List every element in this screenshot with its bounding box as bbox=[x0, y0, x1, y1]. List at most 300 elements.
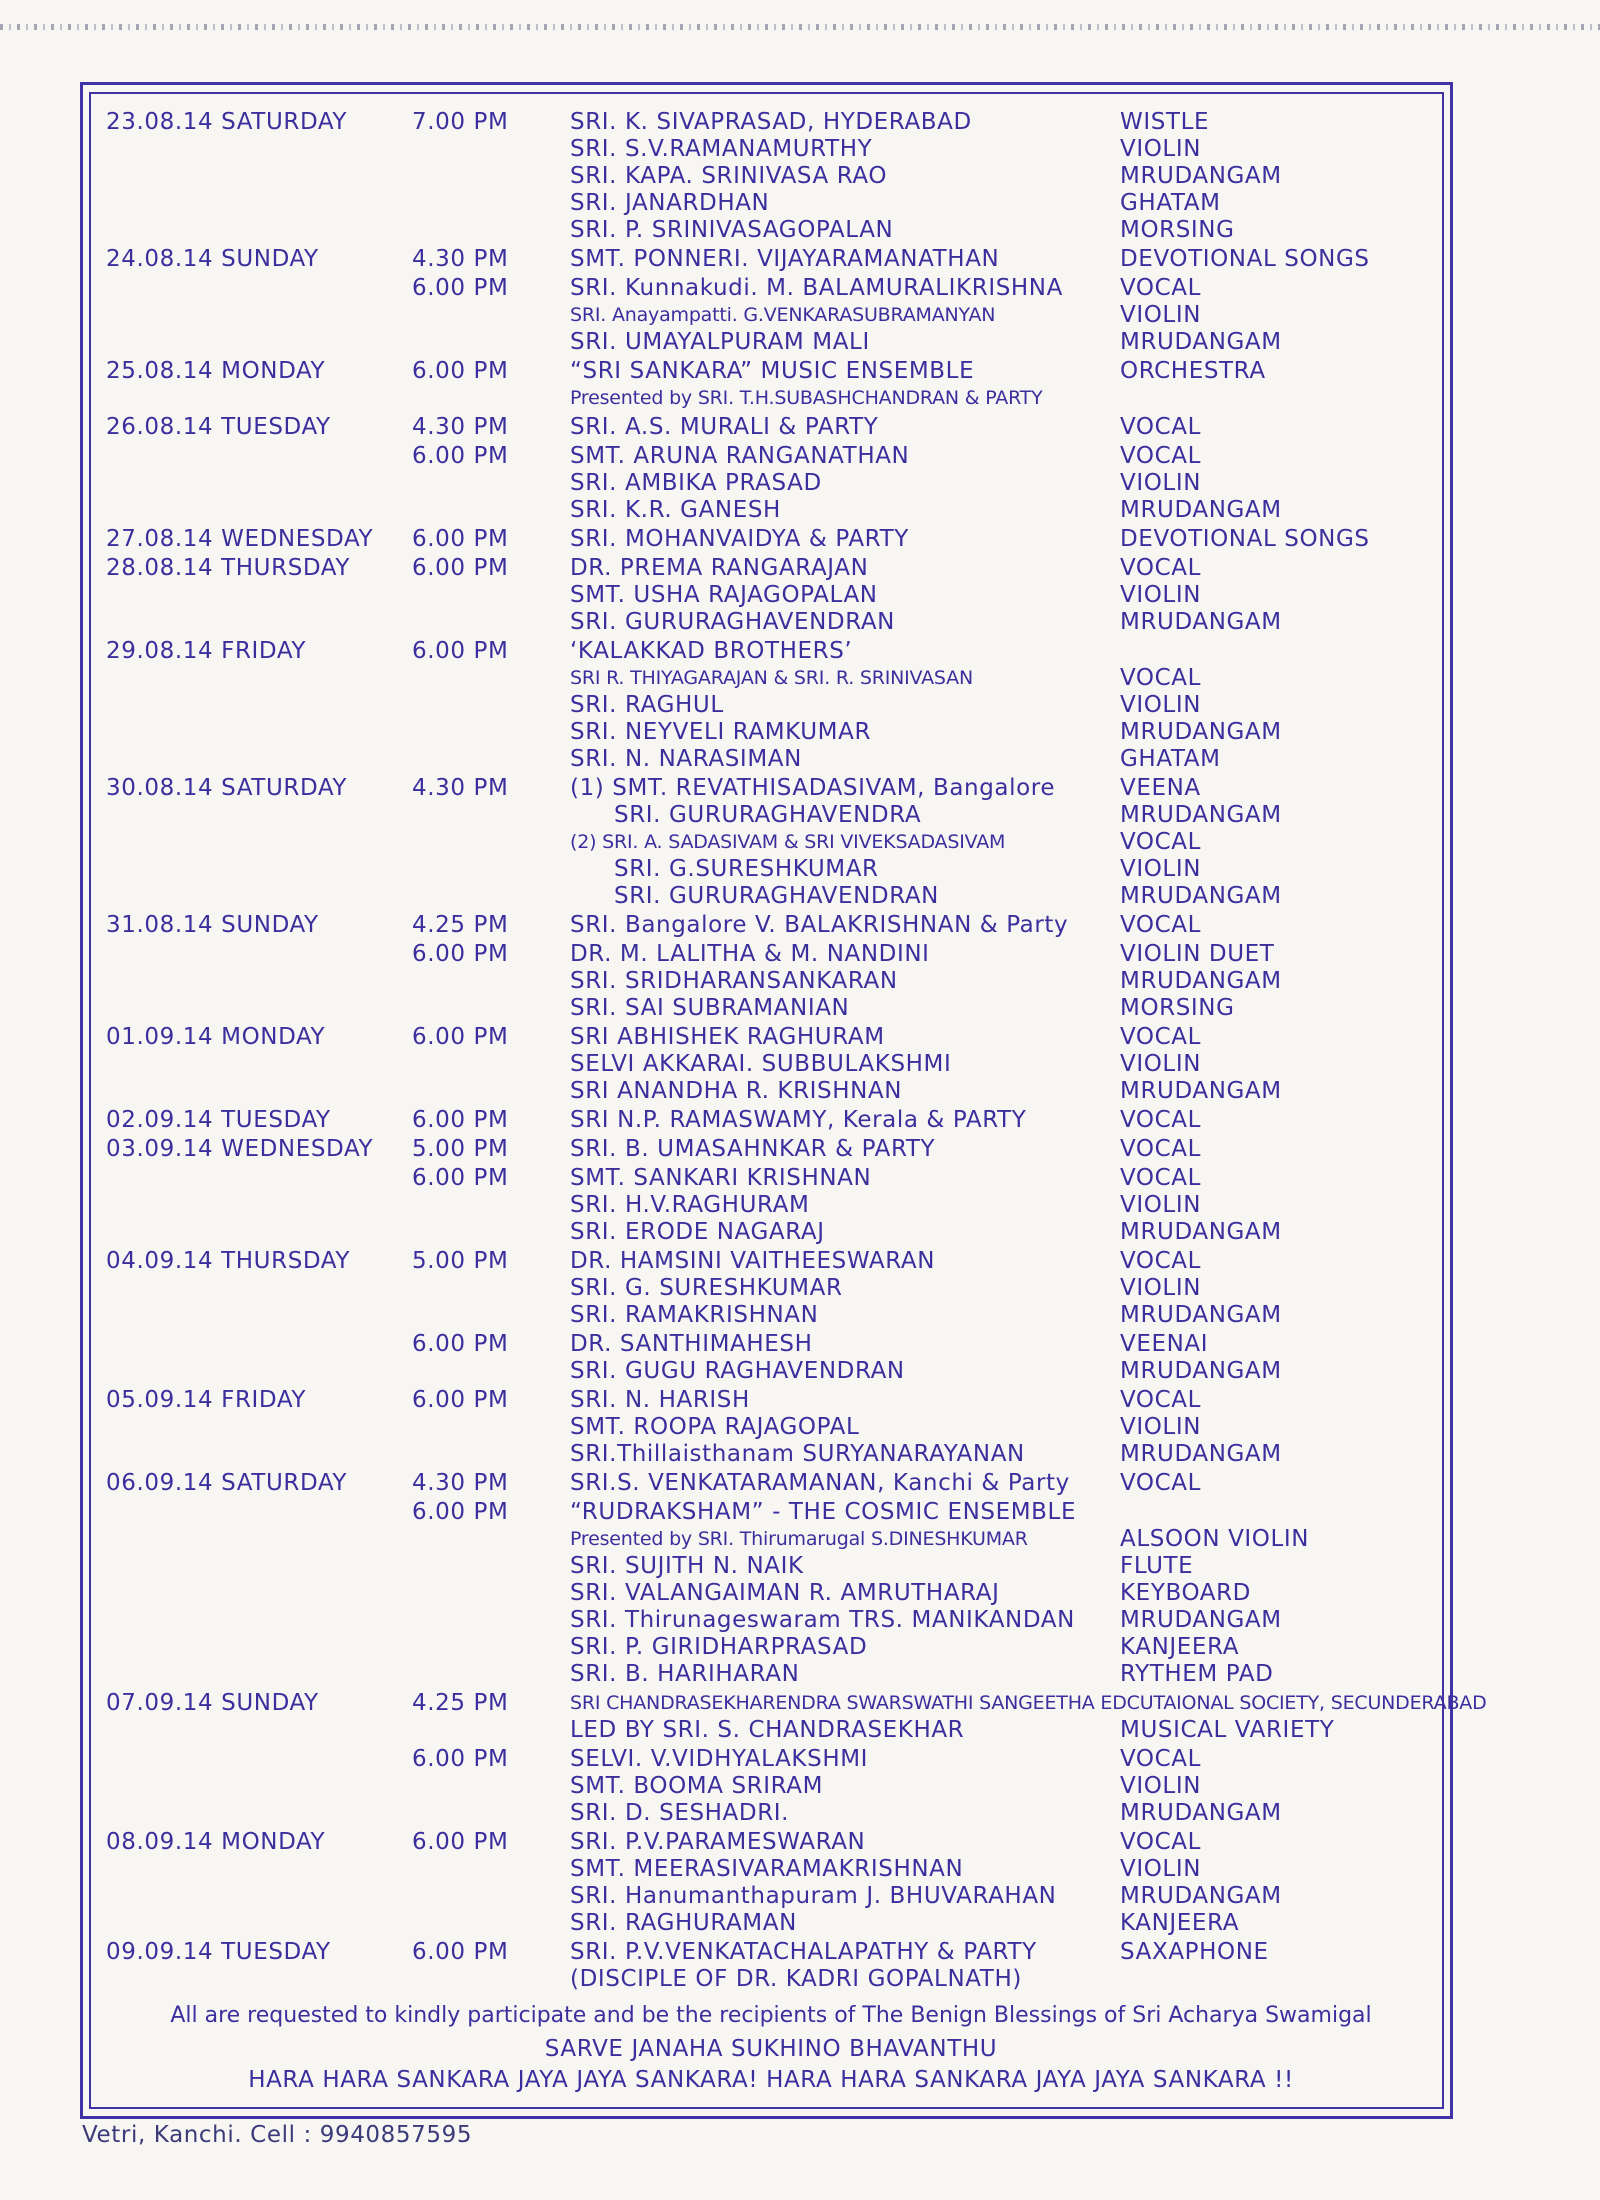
performer-list bbox=[570, 912, 1446, 939]
performer-name: SMT. PONNERI. VIJAYARAMANATHAN bbox=[570, 246, 1000, 272]
slot-time: 7.00 PM bbox=[412, 109, 509, 135]
time-slot bbox=[412, 555, 1446, 636]
performer-name: DR. PREMA RANGARAJAN bbox=[570, 555, 869, 581]
time-slot bbox=[412, 443, 1446, 524]
performer-name: “RUDRAKSHAM” - THE COSMIC ENSEMBLE bbox=[570, 1499, 1077, 1525]
schedule-day bbox=[96, 912, 1446, 1022]
performer-list bbox=[570, 638, 1446, 773]
day-date: 29.08.14 FRIDAY bbox=[106, 638, 307, 664]
schedule-day bbox=[96, 1024, 1446, 1105]
performer-name: SRI. A.S. MURALI & PARTY bbox=[570, 414, 879, 440]
performer-row bbox=[570, 1414, 1446, 1441]
top-scan-line bbox=[0, 24, 1600, 30]
performer-name: SRI. Kunnakudi. M. BALAMURALIKRISHNA bbox=[570, 275, 1063, 301]
performer-row bbox=[570, 497, 1446, 524]
performer-instrument: VIOLIN bbox=[1120, 1192, 1202, 1218]
performer-list bbox=[570, 1024, 1446, 1105]
performer-row bbox=[570, 1746, 1446, 1773]
performer-name: SMT. USHA RAJAGOPALAN bbox=[570, 582, 878, 608]
performer-row bbox=[570, 1024, 1446, 1051]
performer-row bbox=[570, 1441, 1446, 1468]
performer-row bbox=[570, 246, 1446, 273]
performer-row bbox=[570, 582, 1446, 609]
performer-row bbox=[570, 1800, 1446, 1827]
day-date: 08.09.14 MONDAY bbox=[106, 1829, 326, 1855]
day-date: 07.09.14 SUNDAY bbox=[106, 1690, 319, 1716]
performer-row bbox=[570, 1829, 1446, 1856]
performer-row bbox=[570, 1856, 1446, 1883]
schedule-day bbox=[96, 775, 1446, 910]
performer-list bbox=[570, 443, 1446, 524]
performer-name: SRI. K.R. GANESH bbox=[570, 497, 781, 523]
performer-row bbox=[570, 775, 1446, 802]
performer-row bbox=[570, 1387, 1446, 1414]
performer-instrument: KEYBOARD bbox=[1120, 1580, 1251, 1606]
performer-list bbox=[570, 1248, 1446, 1329]
performer-name: SRI. RAGHUL bbox=[570, 692, 724, 718]
performer-instrument: WISTLE bbox=[1120, 109, 1210, 135]
performer-list bbox=[570, 1746, 1446, 1827]
performer-name: SRI. GURURAGHAVENDRAN bbox=[614, 883, 939, 909]
performer-instrument: VIOLIN bbox=[1120, 302, 1202, 328]
time-slot bbox=[412, 526, 1446, 553]
performer-name: SRI. KAPA. SRINIVASA RAO bbox=[570, 163, 888, 189]
performer-row bbox=[570, 692, 1446, 719]
performer-name: SRI. SRIDHARANSANKARAN bbox=[570, 968, 898, 994]
time-slot bbox=[412, 775, 1446, 910]
performer-row bbox=[570, 385, 1446, 412]
performer-row bbox=[570, 609, 1446, 636]
performer-name: LED BY SRI. S. CHANDRASEKHAR bbox=[570, 1717, 965, 1743]
day-slots bbox=[412, 1107, 1446, 1134]
performer-name: SRI.S. VENKATARAMANAN, Kanchi & Party bbox=[570, 1470, 1070, 1496]
performer-row bbox=[570, 190, 1446, 217]
performer-instrument: MRUDANGAM bbox=[1120, 802, 1282, 828]
performer-name: SMT. BOOMA SRIRAM bbox=[570, 1773, 824, 1799]
performer-row bbox=[570, 1248, 1446, 1275]
performer-list bbox=[570, 1165, 1446, 1246]
schedule-day bbox=[96, 109, 1446, 244]
performer-row bbox=[570, 526, 1446, 553]
performer-row bbox=[570, 302, 1446, 329]
day-date: 27.08.14 WEDNESDAY bbox=[106, 526, 374, 552]
performer-name: (1) SMT. REVATHISADASIVAM, Bangalore bbox=[570, 775, 1056, 801]
slot-time: 6.00 PM bbox=[412, 1165, 509, 1191]
time-slot bbox=[412, 414, 1446, 441]
day-slots bbox=[412, 1470, 1446, 1688]
performer-row bbox=[570, 414, 1446, 441]
performer-instrument: VEENAI bbox=[1120, 1331, 1209, 1357]
schedule-day bbox=[96, 246, 1446, 356]
performer-instrument: VIOLIN bbox=[1120, 1275, 1202, 1301]
performer-name: SRI R. THIYAGARAJAN & SRI. R. SRINIVASAN bbox=[570, 667, 973, 689]
performer-row bbox=[570, 968, 1446, 995]
schedule-day bbox=[96, 1387, 1446, 1468]
performer-name: SRI. GURURAGHAVENDRAN bbox=[570, 609, 895, 635]
performer-row bbox=[570, 1219, 1446, 1246]
performer-list bbox=[570, 941, 1446, 1022]
performer-instrument: VIOLIN DUET bbox=[1120, 941, 1275, 967]
time-slot bbox=[412, 1107, 1446, 1134]
performer-name: SRI. AMBIKA PRASAD bbox=[570, 470, 822, 496]
concert-schedule bbox=[96, 109, 1487, 1993]
performer-row bbox=[570, 802, 1446, 829]
performer-name: (2) SRI. A. SADASIVAM & SRI VIVEKSADASIVAM bbox=[570, 831, 1006, 853]
slot-time: 6.00 PM bbox=[412, 1939, 509, 1965]
schedule-day bbox=[96, 358, 1446, 412]
slot-time: 6.00 PM bbox=[412, 1746, 509, 1772]
slot-time: 4.30 PM bbox=[412, 775, 509, 801]
performer-row bbox=[570, 1078, 1446, 1105]
performer-instrument: VIOLIN bbox=[1120, 1051, 1202, 1077]
performer-row bbox=[570, 1883, 1446, 1910]
time-slot bbox=[412, 1470, 1446, 1497]
performer-name: SRI. P. GIRIDHARPRASAD bbox=[570, 1634, 868, 1660]
schedule-day bbox=[96, 1829, 1446, 1937]
day-slots bbox=[412, 414, 1446, 524]
performer-row bbox=[570, 1939, 1446, 1966]
performer-instrument: VOCAL bbox=[1120, 443, 1202, 469]
day-date: 02.09.14 TUESDAY bbox=[106, 1107, 331, 1133]
performer-instrument: SAXAPHONE bbox=[1120, 1939, 1269, 1965]
schedule-day bbox=[96, 414, 1446, 524]
slot-time: 6.00 PM bbox=[412, 443, 509, 469]
performer-row bbox=[570, 1499, 1446, 1526]
performer-name: Presented by SRI. T.H.SUBASHCHANDRAN & PARTY bbox=[570, 387, 1043, 409]
slot-time: 6.00 PM bbox=[412, 1387, 509, 1413]
performer-row bbox=[570, 1526, 1446, 1553]
footer-blessing: SARVE JANAHA SUKHINO BHAVANTHU bbox=[544, 2036, 998, 2062]
performer-row bbox=[570, 1553, 1446, 1580]
performer-name: SRI. B. UMASAHNKAR & PARTY bbox=[570, 1136, 936, 1162]
schedule-day bbox=[96, 1939, 1446, 1993]
performer-name: SRI. D. SESHADRI. bbox=[570, 1800, 790, 1826]
performer-name: Presented by SRI. Thirumarugal S.DINESHKUMAR bbox=[570, 1528, 1028, 1550]
day-slots bbox=[412, 1939, 1446, 1993]
performer-row bbox=[570, 1690, 1487, 1717]
performer-instrument: VEENA bbox=[1120, 775, 1201, 801]
performer-row bbox=[570, 470, 1446, 497]
slot-time: 6.00 PM bbox=[412, 1024, 509, 1050]
performer-instrument: MRUDANGAM bbox=[1120, 497, 1282, 523]
performer-name: SRI. S.V.RAMANAMURTHY bbox=[570, 136, 873, 162]
slot-time: 6.00 PM bbox=[412, 1107, 509, 1133]
time-slot bbox=[412, 1248, 1446, 1329]
performer-list bbox=[570, 1690, 1487, 1744]
performer-row bbox=[570, 555, 1446, 582]
performer-list bbox=[570, 1387, 1446, 1468]
footer-request: All are requested to kindly participate and be the recipients of The Benign Blessings of Sri Acharya Swamigal bbox=[170, 2003, 1372, 2028]
time-slot bbox=[412, 1829, 1446, 1937]
slot-time: 6.00 PM bbox=[412, 555, 509, 581]
performer-name: SMT. ARUNA RANGANATHAN bbox=[570, 443, 910, 469]
performer-row bbox=[570, 1634, 1446, 1661]
performer-instrument: VOCAL bbox=[1120, 555, 1202, 581]
performer-row bbox=[570, 109, 1446, 136]
time-slot bbox=[412, 109, 1446, 244]
performer-list bbox=[570, 1499, 1446, 1688]
performer-name: SRI. SUJITH N. NAIK bbox=[570, 1553, 804, 1579]
performer-row bbox=[570, 358, 1446, 385]
performer-row bbox=[570, 329, 1446, 356]
performer-name: DR. M. LALITHA & M. NANDINI bbox=[570, 941, 930, 967]
slot-time: 4.25 PM bbox=[412, 912, 509, 938]
day-date: 26.08.14 TUESDAY bbox=[106, 414, 331, 440]
performer-row bbox=[570, 1661, 1446, 1688]
performer-name: SRI. ERODE NAGARAJ bbox=[570, 1219, 825, 1245]
time-slot bbox=[412, 638, 1446, 773]
performer-instrument: RYTHEM PAD bbox=[1120, 1661, 1274, 1687]
performer-instrument: VOCAL bbox=[1120, 414, 1202, 440]
slot-time: 6.00 PM bbox=[412, 358, 509, 384]
performer-instrument: MRUDANGAM bbox=[1120, 1441, 1282, 1467]
performer-name: DR. SANTHIMAHESH bbox=[570, 1331, 813, 1357]
time-slot bbox=[412, 246, 1446, 273]
performer-name: SRI. Anayampatti. G.VENKARASUBRAMANYAN bbox=[570, 304, 996, 326]
time-slot bbox=[412, 275, 1446, 356]
day-slots bbox=[412, 1690, 1487, 1827]
performer-name: SMT. MEERASIVARAMAKRISHNAN bbox=[570, 1856, 964, 1882]
performer-row bbox=[570, 665, 1446, 692]
time-slot bbox=[412, 912, 1446, 939]
performer-row bbox=[570, 217, 1446, 244]
performer-instrument: VOCAL bbox=[1120, 1746, 1202, 1772]
performer-instrument: VOCAL bbox=[1120, 275, 1202, 301]
time-slot bbox=[412, 1499, 1446, 1688]
performer-name: SRI. JANARDHAN bbox=[570, 190, 770, 216]
slot-time: 5.00 PM bbox=[412, 1136, 509, 1162]
slot-time: 6.00 PM bbox=[412, 941, 509, 967]
performer-instrument: VOCAL bbox=[1120, 1829, 1202, 1855]
performer-instrument: GHATAM bbox=[1120, 190, 1221, 216]
slot-time: 4.30 PM bbox=[412, 414, 509, 440]
day-slots bbox=[412, 526, 1446, 553]
performer-instrument: VIOLIN bbox=[1120, 1414, 1202, 1440]
performer-name: SRI. MOHANVAIDYA & PARTY bbox=[570, 526, 909, 552]
performer-row bbox=[570, 1470, 1446, 1497]
performer-list bbox=[570, 1829, 1446, 1937]
performer-list bbox=[570, 275, 1446, 356]
day-slots bbox=[412, 1024, 1446, 1105]
performer-name: SRI. P. SRINIVASAGOPALAN bbox=[570, 217, 894, 243]
performer-name: SRI. GURURAGHAVENDRA bbox=[614, 802, 922, 828]
day-date: 01.09.14 MONDAY bbox=[106, 1024, 326, 1050]
schedule-day bbox=[96, 1690, 1487, 1827]
day-slots bbox=[412, 246, 1446, 356]
performer-name: SRI.Thillaisthanam SURYANARAYANAN bbox=[570, 1441, 1025, 1467]
day-slots bbox=[412, 1829, 1446, 1937]
performer-name: SRI. RAMAKRISHNAN bbox=[570, 1302, 819, 1328]
performer-name: DR. HAMSINI VAITHEESWARAN bbox=[570, 1248, 936, 1274]
performer-row bbox=[570, 883, 1446, 910]
performer-name: SRI. NEYVELI RAMKUMAR bbox=[570, 719, 872, 745]
day-date: 28.08.14 THURSDAY bbox=[106, 555, 350, 581]
performer-instrument: MRUDANGAM bbox=[1120, 329, 1282, 355]
slot-time: 6.00 PM bbox=[412, 275, 509, 301]
day-slots bbox=[412, 775, 1446, 910]
performer-instrument: MRUDANGAM bbox=[1120, 883, 1282, 909]
performer-instrument: MRUDANGAM bbox=[1120, 1219, 1282, 1245]
day-slots bbox=[412, 109, 1446, 244]
performer-instrument: DEVOTIONAL SONGS bbox=[1120, 246, 1370, 272]
day-date: 23.08.14 SATURDAY bbox=[106, 109, 348, 135]
performer-name: SRI ABHISHEK RAGHURAM bbox=[570, 1024, 885, 1050]
performer-instrument: MRUDANGAM bbox=[1120, 1883, 1282, 1909]
time-slot bbox=[412, 1939, 1446, 1993]
performer-row bbox=[570, 1966, 1446, 1993]
performer-list bbox=[570, 526, 1446, 553]
performer-name: SRI. B. HARIHARAN bbox=[570, 1661, 800, 1687]
performer-name: SRI. SAI SUBRAMANIAN bbox=[570, 995, 850, 1021]
performer-name: SRI. Hanumanthapuram J. BHUVARAHAN bbox=[570, 1883, 1057, 1909]
performer-instrument: VOCAL bbox=[1120, 1136, 1202, 1162]
performer-instrument: GHATAM bbox=[1120, 746, 1221, 772]
slot-time: 6.00 PM bbox=[412, 638, 509, 664]
performer-row bbox=[570, 1192, 1446, 1219]
performer-name: SELVI. V.VIDHYALAKSHMI bbox=[570, 1746, 869, 1772]
performer-list bbox=[570, 246, 1446, 273]
day-date: 24.08.14 SUNDAY bbox=[106, 246, 319, 272]
footer-chant: HARA HARA SANKARA JAYA JAYA SANKARA! HARA HARA SANKARA JAYA JAYA SANKARA !! bbox=[248, 2067, 1294, 2093]
performer-list bbox=[570, 555, 1446, 636]
performer-instrument: VIOLIN bbox=[1120, 582, 1202, 608]
day-slots bbox=[412, 1248, 1446, 1385]
performer-row bbox=[570, 1331, 1446, 1358]
performer-instrument: MRUDANGAM bbox=[1120, 1607, 1282, 1633]
performer-row bbox=[570, 1717, 1446, 1744]
slot-time: 4.30 PM bbox=[412, 246, 509, 272]
performer-row bbox=[570, 1580, 1446, 1607]
time-slot bbox=[412, 1136, 1446, 1163]
performer-instrument: MRUDANGAM bbox=[1120, 609, 1282, 635]
performer-instrument: VOCAL bbox=[1120, 665, 1202, 691]
performer-list bbox=[570, 358, 1446, 412]
day-slots bbox=[412, 1136, 1446, 1246]
performer-instrument: MRUDANGAM bbox=[1120, 1800, 1282, 1826]
performer-name: SRI CHANDRASEKHARENDRA SWARSWATHI SANGEETHA EDCUTAIONAL SOCIETY, SECUNDERABAD bbox=[570, 1692, 1487, 1714]
performer-instrument: VOCAL bbox=[1120, 912, 1202, 938]
performer-name: “SRI SANKARA” MUSIC ENSEMBLE bbox=[570, 358, 975, 384]
schedule-day bbox=[96, 526, 1446, 553]
time-slot bbox=[412, 1024, 1446, 1105]
day-slots bbox=[412, 912, 1446, 1022]
performer-list bbox=[570, 1470, 1446, 1497]
slot-time: 4.30 PM bbox=[412, 1470, 509, 1496]
performer-name: SRI. H.V.RAGHURAM bbox=[570, 1192, 810, 1218]
performer-instrument: ORCHESTRA bbox=[1120, 358, 1266, 384]
day-date: 30.08.14 SATURDAY bbox=[106, 775, 348, 801]
performer-instrument: ALSOON VIOLIN bbox=[1120, 1526, 1310, 1552]
performer-name: SRI. Bangalore V. BALAKRISHNAN & Party bbox=[570, 912, 1069, 938]
day-slots bbox=[412, 555, 1446, 636]
day-date: 05.09.14 FRIDAY bbox=[106, 1387, 307, 1413]
performer-instrument: VOCAL bbox=[1120, 1387, 1202, 1413]
performer-name: SRI. P.V.PARAMESWARAN bbox=[570, 1829, 866, 1855]
performer-instrument: VOCAL bbox=[1120, 1107, 1202, 1133]
schedule-day bbox=[96, 1248, 1446, 1385]
time-slot bbox=[412, 1690, 1487, 1744]
performer-row bbox=[570, 1358, 1446, 1385]
schedule-day bbox=[96, 1136, 1446, 1246]
performer-instrument: VIOLIN bbox=[1120, 692, 1202, 718]
performer-name: SRI. K. SIVAPRASAD, HYDERABAD bbox=[570, 109, 972, 135]
performer-row bbox=[570, 1607, 1446, 1634]
performer-name: SELVI AKKARAI. SUBBULAKSHMI bbox=[570, 1051, 952, 1077]
day-date: 31.08.14 SUNDAY bbox=[106, 912, 319, 938]
performer-instrument: DEVOTIONAL SONGS bbox=[1120, 526, 1370, 552]
performer-list bbox=[570, 1939, 1446, 1993]
performer-instrument: VOCAL bbox=[1120, 829, 1202, 855]
day-date: 03.09.14 WEDNESDAY bbox=[106, 1136, 374, 1162]
performer-row bbox=[570, 163, 1446, 190]
slot-time: 6.00 PM bbox=[412, 526, 509, 552]
performer-instrument: MRUDANGAM bbox=[1120, 1302, 1282, 1328]
day-date: 04.09.14 THURSDAY bbox=[106, 1248, 350, 1274]
performer-row bbox=[570, 746, 1446, 773]
slot-time: 4.25 PM bbox=[412, 1690, 509, 1716]
performer-name: SRI. G.SURESHKUMAR bbox=[614, 856, 879, 882]
performer-row bbox=[570, 638, 1446, 665]
performer-instrument: VIOLIN bbox=[1120, 1856, 1202, 1882]
performer-name: SRI N.P. RAMASWAMY, Kerala & PARTY bbox=[570, 1107, 1027, 1133]
performer-instrument: MUSICAL VARIETY bbox=[1120, 1717, 1335, 1743]
performer-list bbox=[570, 1331, 1446, 1385]
performer-row bbox=[570, 995, 1446, 1022]
slot-time: 6.00 PM bbox=[412, 1331, 509, 1357]
performer-name: SMT. ROOPA RAJAGOPAL bbox=[570, 1414, 860, 1440]
performer-row bbox=[570, 1136, 1446, 1163]
day-slots bbox=[412, 358, 1446, 412]
performer-row bbox=[570, 856, 1446, 883]
performer-instrument: KANJEERA bbox=[1120, 1910, 1240, 1936]
performer-list bbox=[570, 775, 1446, 910]
performer-row bbox=[570, 829, 1446, 856]
performer-instrument: MRUDANGAM bbox=[1120, 968, 1282, 994]
performer-instrument: MRUDANGAM bbox=[1120, 1358, 1282, 1384]
day-date: 09.09.14 TUESDAY bbox=[106, 1939, 331, 1965]
performer-instrument: VOCAL bbox=[1120, 1165, 1202, 1191]
time-slot bbox=[412, 1387, 1446, 1468]
day-date: 06.09.14 SATURDAY bbox=[106, 1470, 348, 1496]
performer-name: SRI. P.V.VENKATACHALAPATHY & PARTY bbox=[570, 1939, 1037, 1965]
performer-list bbox=[570, 1107, 1446, 1134]
time-slot bbox=[412, 358, 1446, 412]
performer-row bbox=[570, 1302, 1446, 1329]
performer-instrument: MRUDANGAM bbox=[1120, 719, 1282, 745]
performer-row bbox=[570, 719, 1446, 746]
schedule-day bbox=[96, 1470, 1446, 1688]
performer-instrument: MORSING bbox=[1120, 217, 1235, 243]
day-slots bbox=[412, 638, 1446, 773]
time-slot bbox=[412, 941, 1446, 1022]
performer-row bbox=[570, 1165, 1446, 1192]
performer-row bbox=[570, 1051, 1446, 1078]
performer-row bbox=[570, 136, 1446, 163]
performer-row bbox=[570, 275, 1446, 302]
schedule-day bbox=[96, 1107, 1446, 1134]
performer-instrument: MRUDANGAM bbox=[1120, 163, 1282, 189]
performer-name: SRI. N. HARISH bbox=[570, 1387, 750, 1413]
schedule-day bbox=[96, 555, 1446, 636]
performer-instrument: FLUTE bbox=[1120, 1553, 1194, 1579]
performer-row bbox=[570, 941, 1446, 968]
slot-time: 6.00 PM bbox=[412, 1829, 509, 1855]
performer-name: SRI. RAGHURAMAN bbox=[570, 1910, 797, 1936]
time-slot bbox=[412, 1331, 1446, 1385]
slot-time: 5.00 PM bbox=[412, 1248, 509, 1274]
performer-name: SRI. GUGU RAGHAVENDRAN bbox=[570, 1358, 905, 1384]
performer-list bbox=[570, 1136, 1446, 1163]
